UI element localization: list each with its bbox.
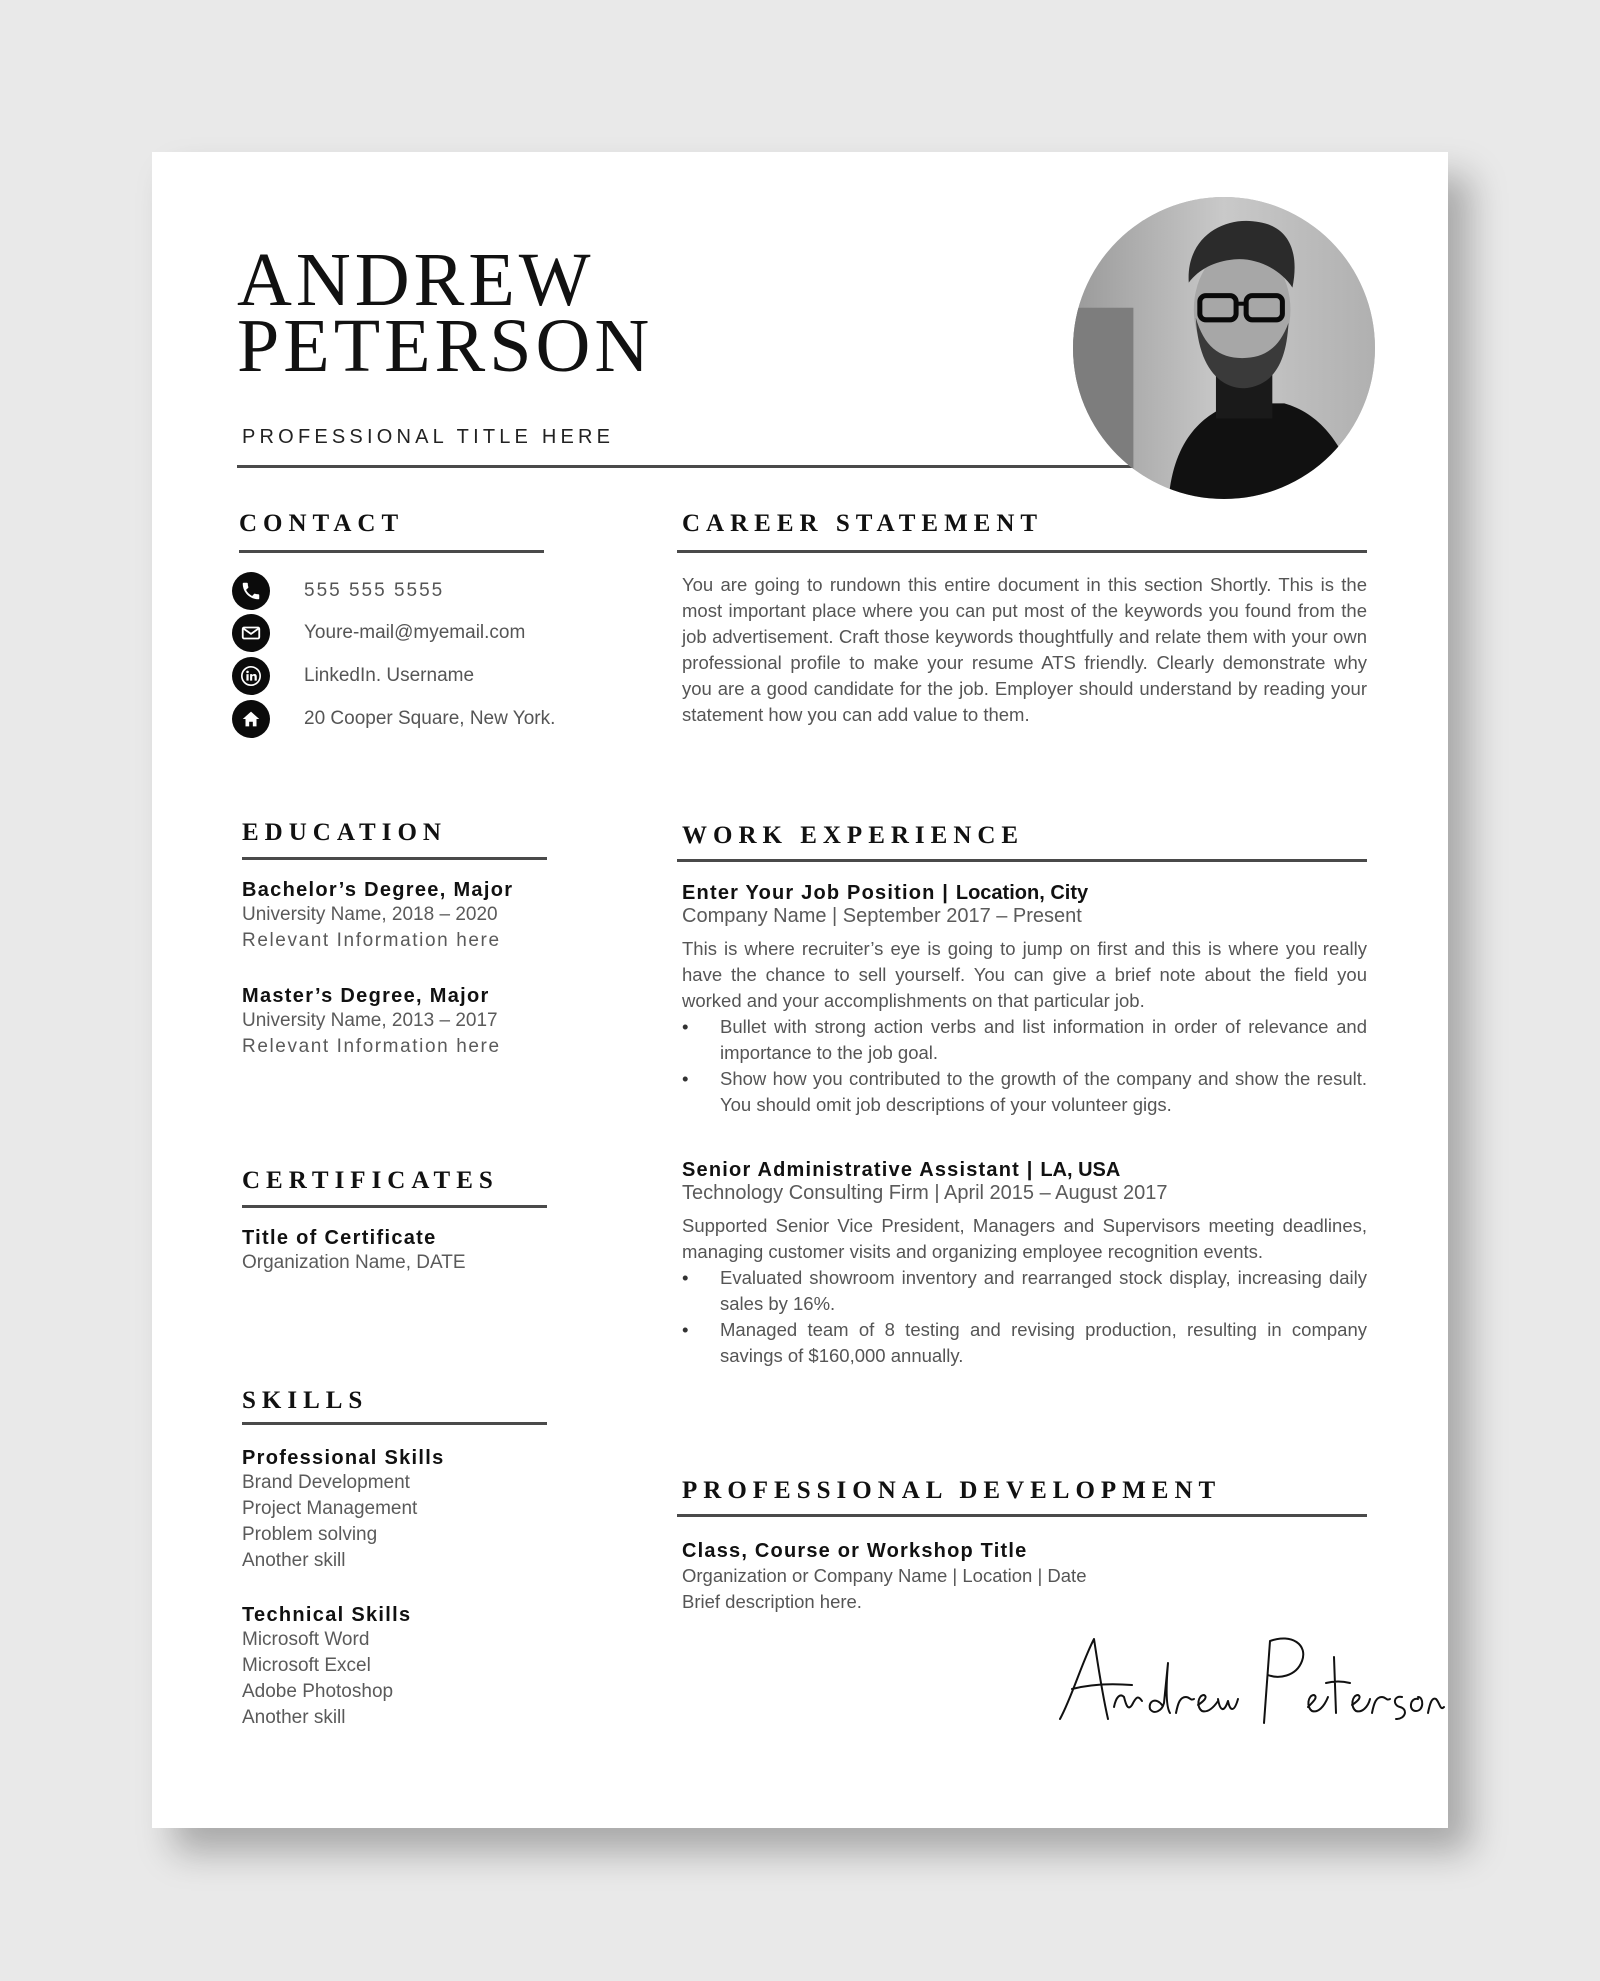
degree-title: Bachelor’s Degree, Major — [242, 879, 514, 901]
job-company: Technology Consulting Firm | April 2015 – August 2017 — [682, 1182, 1168, 1204]
skill-item: Brand Development — [242, 1472, 410, 1493]
job-bullet: • Show how you contributed to the growth of the company and show the result. You should omit job descriptions of your volunteer gigs. — [682, 1066, 1367, 1118]
skill-group-title: Technical Skills — [242, 1604, 412, 1626]
degree-title: Master’s Degree, Major — [242, 985, 490, 1007]
work-divider — [677, 859, 1367, 862]
linkedin-username[interactable]: LinkedIn. Username — [304, 665, 475, 686]
course-title: Class, Course or Workshop Title — [682, 1540, 1028, 1562]
contact-email — [232, 614, 632, 654]
skill-group — [242, 1604, 411, 1731]
education-entry — [242, 879, 513, 954]
email-icon — [232, 614, 270, 652]
development-entry — [682, 1540, 1367, 1615]
job-bullet: • Bullet with strong action verbs and list information in order of relevance and importance to the job goal. — [682, 1014, 1367, 1066]
certificates-section-title: CERTIFICATES — [242, 1167, 499, 1194]
job-company: Company Name | September 2017 – Present — [682, 905, 1082, 927]
certificate-entry — [242, 1227, 466, 1276]
first-name: ANDREW — [237, 238, 595, 322]
school-name: University Name, 2018 – 2020 — [242, 904, 498, 925]
education-info: Relevant Information here — [242, 930, 501, 951]
job-bullet: • Evaluated showroom inventory and rearranged stock display, increasing daily sales by 16%. — [682, 1265, 1367, 1317]
job-bullets — [682, 1265, 1367, 1369]
certificate-org: Organization Name, DATE — [242, 1252, 466, 1273]
job-location: Location, City — [955, 882, 1089, 904]
signature-image — [1052, 1627, 1452, 1737]
resume-page — [152, 152, 1448, 1828]
home-icon — [232, 700, 270, 738]
contact-address — [232, 700, 632, 740]
email-address[interactable]: Youre-mail@myemail.com — [304, 622, 526, 643]
education-section-title: EDUCATION — [242, 819, 447, 846]
job-bullets — [682, 1014, 1367, 1118]
skill-item: Problem solving — [242, 1524, 378, 1545]
skill-group-title: Professional Skills — [242, 1447, 445, 1469]
skill-item: Microsoft Word — [242, 1629, 370, 1650]
job-entry — [682, 882, 1367, 1118]
candidate-name — [237, 238, 654, 388]
header-divider — [237, 465, 1147, 468]
work-section-title: WORK EXPERIENCE — [682, 822, 1025, 849]
job-entry — [682, 1159, 1367, 1369]
skill-item: Adobe Photoshop — [242, 1681, 394, 1702]
skill-item: Another skill — [242, 1707, 346, 1728]
education-entry — [242, 985, 501, 1060]
phone-icon — [232, 572, 270, 610]
contact-divider — [239, 550, 544, 553]
development-section-title: PROFESSIONAL DEVELOPMENT — [682, 1477, 1222, 1504]
school-name: University Name, 2013 – 2017 — [242, 1010, 498, 1031]
last-name: PETERSON — [237, 304, 654, 388]
certificates-divider — [242, 1205, 547, 1208]
skill-group — [242, 1447, 445, 1574]
job-position-title: Enter Your Job Position | — [682, 882, 950, 904]
job-description: This is where recruiter’s eye is going to jump on first and this is where you really have the chance to sell yourself. You can give a brief note about the field you worked and your accomplishments on that particular job. — [682, 938, 1367, 1011]
education-info: Relevant Information here — [242, 1036, 501, 1057]
skills-divider — [242, 1422, 547, 1425]
job-location: LA, USA — [1040, 1159, 1121, 1181]
skill-item: Project Management — [242, 1498, 418, 1519]
certificate-title: Title of Certificate — [242, 1227, 437, 1249]
portrait-illustration — [1073, 197, 1375, 499]
profile-photo — [1073, 197, 1375, 499]
course-description: Brief description here. — [682, 1591, 862, 1612]
career-statement-text: You are going to rundown this entire document in this section Shortly. This is the most important place where you can put most of the keywords you found from the job advertisement. Craft those keywords thoughtfully and relate them with your own professional profile to make your resume ATS friendly. Clearly demonstrate why you are a good candidate for the job. Employer should understand by reading your statement how you can add value to them. — [682, 574, 1367, 725]
development-divider — [677, 1514, 1367, 1517]
career-section-title: CAREER STATEMENT — [682, 510, 1044, 537]
job-position — [682, 882, 1367, 905]
job-bullet: • Managed team of 8 testing and revising production, resulting in company savings of $160,000 annually. — [682, 1317, 1367, 1369]
job-position — [682, 1159, 1367, 1182]
contact-section-title: CONTACT — [239, 510, 405, 537]
skill-item: Another skill — [242, 1550, 346, 1571]
phone-number: 555 555 5555 — [304, 580, 445, 601]
course-org: Organization or Company Name | Location | Date — [682, 1565, 1087, 1586]
skill-item: Microsoft Excel — [242, 1655, 371, 1676]
address: 20 Cooper Square, New York. — [304, 708, 556, 729]
contact-phone — [232, 572, 632, 612]
job-description: Supported Senior Vice President, Managers and Supervisors meeting deadlines, managing customer visits and organizing employee recognition events. — [682, 1215, 1367, 1262]
linkedin-icon — [232, 657, 270, 695]
professional-title: PROFESSIONAL TITLE HERE — [242, 426, 615, 448]
skills-section-title: SKILLS — [242, 1387, 369, 1414]
contact-linkedin — [232, 657, 632, 697]
job-position-title: Senior Administrative Assistant | — [682, 1159, 1034, 1181]
career-divider — [677, 550, 1367, 553]
education-divider — [242, 857, 547, 860]
